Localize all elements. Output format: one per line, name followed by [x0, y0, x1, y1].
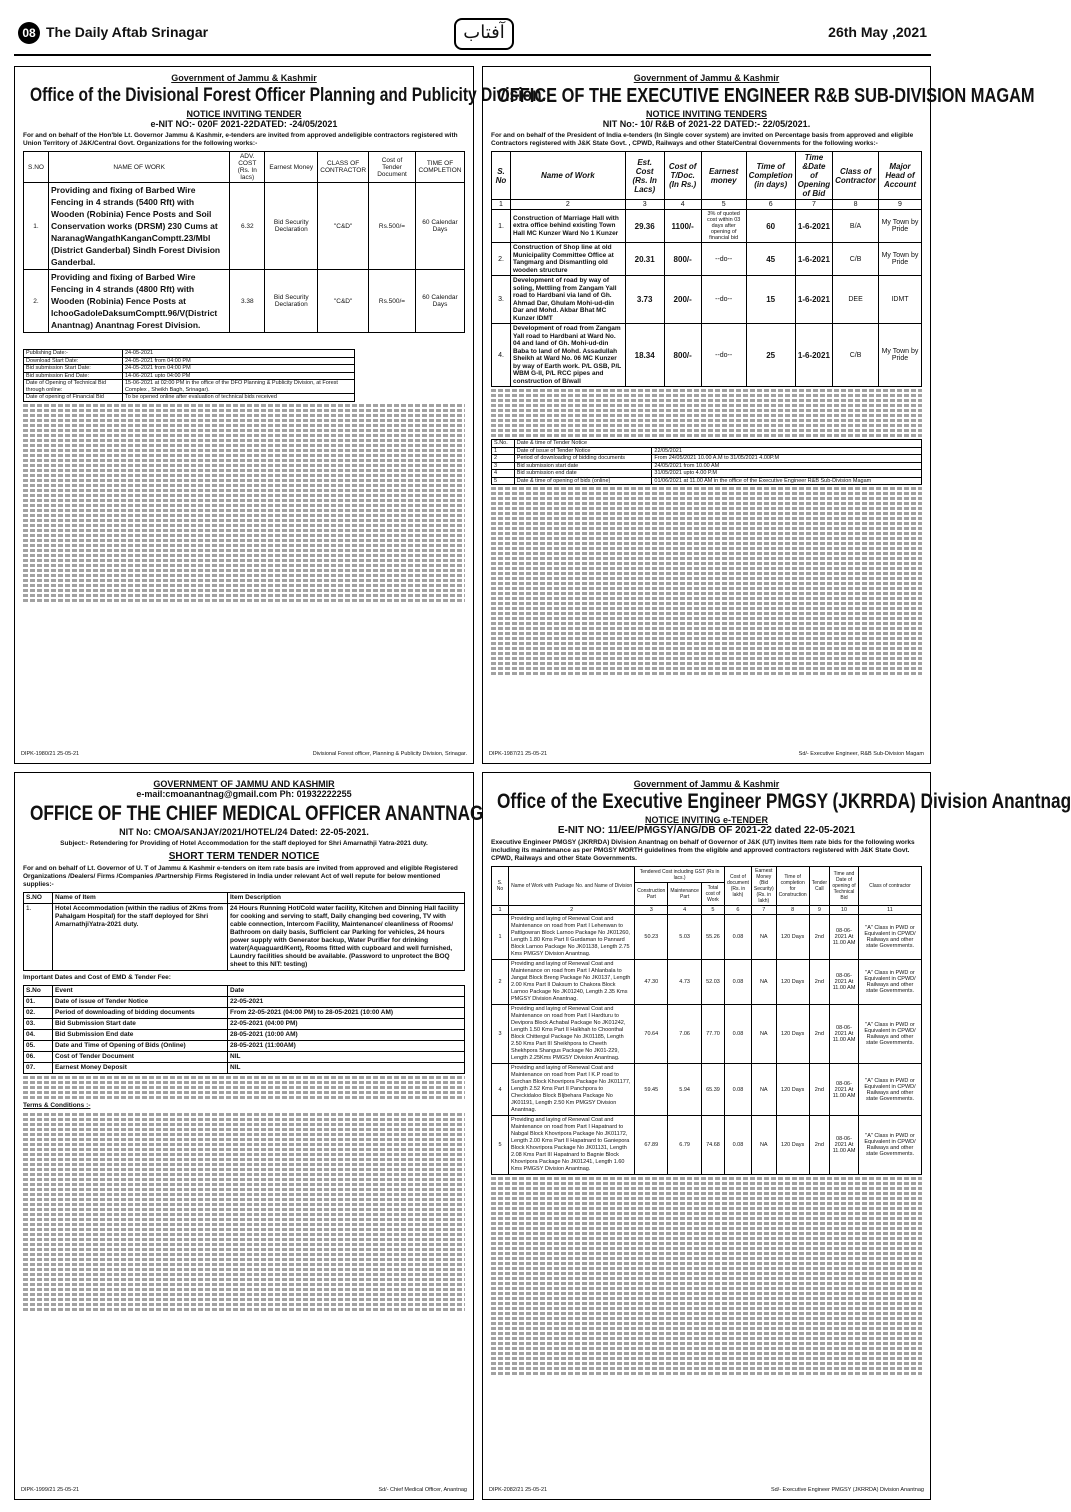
ad-cmo-anantnag — [14, 772, 484, 1500]
masthead — [14, 14, 931, 56]
ad1-signature: Divisional Forest officer, Planning & Publicity Division, Srinagar. — [312, 751, 467, 757]
event-name: Bid Submission End date — [53, 1030, 228, 1041]
cell-sno: 1. — [492, 210, 511, 243]
cell-sno: 3. — [492, 276, 511, 324]
col-header: ADV. COST (Rs. In lacs) — [230, 152, 265, 183]
cell-em: NA — [751, 915, 776, 960]
table-row — [492, 210, 922, 243]
col-header: NAME OF WORK — [49, 152, 230, 183]
cell-em: --do-- — [701, 276, 746, 324]
col-header: S. No — [492, 867, 509, 906]
cell-head: IDMT — [879, 276, 922, 324]
cell-open: 1-6-2021 — [795, 243, 832, 276]
ad4-notice: NOTICE INVITING e-TENDER — [644, 815, 768, 825]
cell-head: My Town by Pride — [879, 324, 922, 387]
table-row — [492, 276, 922, 324]
ad3-subject: Subject:- Retendering for Providing of Hotel Accommodation for the staff deployed for Shri Amarnathji Yatra-2021 duty. — [60, 840, 428, 847]
cell-maintenance: 5.94 — [668, 1064, 702, 1116]
ad3-dipk: DIPK-1999/21 25-05-21 — [21, 1487, 80, 1493]
sched-label: Date of issue of Tender Notice — [514, 447, 652, 455]
sched-value: 15-06-2021 at 02:00 PM in the office of the DFO Planning & Publicity Division, at Forest Complex , Sheikh Bagh, Srinagar). — [122, 380, 354, 394]
event-name: Cost of Tender Document — [53, 1052, 228, 1063]
event-no: 05. — [24, 1041, 53, 1052]
event-no: 04. — [24, 1030, 53, 1041]
col-header: TIME OF COMPLETION — [416, 152, 465, 183]
col-header: Cost of T/Doc. (In Rs.) — [664, 152, 701, 200]
cell-doc: 0.08 — [724, 915, 751, 960]
col-number: 11 — [859, 906, 922, 915]
ad3-email: e-mail:cmoanantnag@gmail.com Ph: 01932222255 — [136, 789, 352, 799]
table-row — [492, 243, 922, 276]
issue-date: 26th May ,2021 — [828, 24, 927, 40]
cell-open: 08-06-2021 At 11.00 AM — [830, 915, 859, 960]
cell-open: 08-06-2021 At 11.00 AM — [830, 1064, 859, 1116]
col-number: 10 — [830, 906, 859, 915]
aftab-logo-icon: آفتاب — [454, 18, 514, 50]
col-header: Time &Date of Opening of Bid — [795, 152, 832, 200]
col-number: 7 — [751, 906, 776, 915]
sched-no: S.No. — [492, 440, 515, 448]
col-header: Time of Completion (in days) — [746, 152, 795, 200]
col-header: S.No — [24, 986, 53, 997]
cell-class: "C&D" — [318, 183, 369, 270]
table-row — [492, 1005, 922, 1064]
ad4-intro: Executive Engineer PMGSY (JKRRDA) Division Anantnag on behalf of Governor of J&K (UT) invites Item rate bids for the following works including its maintenance as per PMGSY MORTH guidelines from the eligible and approved contractors registered with J&K State Govt. CPWD, Railways and other State Governments. — [491, 839, 915, 862]
ad2-signature: Sd/- Executive Engineer, R&B Sub-Division Magam — [798, 751, 924, 757]
ad2-conditions-text-2 — [491, 487, 922, 675]
cell-open: 1-6-2021 — [795, 324, 832, 387]
col-header: Item Description — [228, 893, 465, 904]
event-name: Date of issue of Tender Notice — [53, 997, 228, 1008]
ad4-dipk: DIPK-2082/21 25-05-21 — [489, 1487, 548, 1493]
ad-pmgsy-anantnag — [482, 772, 1071, 1500]
sched-value: To be opened online after evaluation of technical bids received — [122, 394, 354, 402]
col-header: Class of contractor — [859, 867, 922, 906]
event-date: 28-05-2021 (10:00 AM) — [228, 1030, 465, 1041]
cell-work: Construction of Marriage Hall with extra office behind existing Town Hall MC Kunzer Ward No 1 Kunzer — [511, 210, 626, 243]
cell-class: "A" Class in PWD or Equivalent in CPWD/ Railways and other state Governments. — [859, 1064, 922, 1116]
sched-label: Bid submission End Date: — [24, 372, 123, 380]
event-name: Date and Time of Opening of Bids (Online) — [53, 1041, 228, 1052]
cell-head: My Town by Pride — [879, 210, 922, 243]
cell-doc: 0.08 — [724, 1005, 751, 1064]
cell-call: 2nd — [809, 1005, 829, 1064]
sched-label: Download Start Date: — [24, 357, 123, 365]
col-header: CLASS OF CONTRACTOR — [318, 152, 369, 183]
ad4-signature: Sd/- Executive Engineer PMGSY (JKRRDA) Division Anantnag — [770, 1487, 924, 1493]
cell-em: NA — [751, 1005, 776, 1064]
sched-label: Date & time of Tender Notice — [514, 440, 921, 448]
cell-work: Providing and fixing of Barbed Wire Fencing in 4 strands (5400 Rft) with Wooden (Robinia) Fence Posts and Soil Conservation works (DRSM) 230 Cums at NaranagWangathKanganComptt.23/Mbl (District Ganderbal) Sindh Forest Division Ganderbal. — [49, 183, 230, 270]
ad4-nit: E-NIT NO: 11/EE/PMGSY/ANG/DB OF 2021-22 dated 22-05-2021 — [557, 825, 856, 836]
sched-value: 24/05/2021 from 10.00 AM — [652, 462, 922, 470]
ad2-title: OFFICE OF THE EXECUTIVE ENGINEER R&B SUB-DIVISION MAGAM — [496, 85, 1035, 107]
cell-work: Providing and laying of Renewal Coat and Maintenance on road from Part I Hapatnard to Nabgal Block Khovripora Package No JK01172, Length 2.00 Kms Part II Hapatnard to Ganiepora Block Khovripora Package No JK01131, Length 2.08 Kms Part III Hapatnard to Bagnie Block Khovripora Package No JK01241, Length 1.60 Kms PMGSY Division Anantnag. — [509, 1116, 635, 1175]
cell-work: Providing and laying of Renewal Coat and Maintenance on road from Part I Lehenwan to Pattigowran Block Larnoo Package No JK01260, Length 1.80 Kms Part II Gurdaman to Pannard Block Larnoo Package No JK01138, Length 2.75 Kms PMGSY Division Anantnag. — [509, 915, 635, 960]
cell-open: 1-6-2021 — [795, 276, 832, 324]
cell-class: "A" Class in PWD or Equivalent in CPWD/ Railways and other state Governments. — [859, 915, 922, 960]
cell-time: 120 Days — [776, 1116, 809, 1175]
col-number: 2 — [511, 200, 626, 210]
event-date: NIL — [228, 1063, 465, 1074]
table-row — [492, 960, 922, 1005]
cell-name: Hotel Accommodation (within the radius of 2Kms from Pahalgam Hospital) for the staff deployed for Shri AmarnathjiYatra-2021 duty. — [53, 904, 228, 971]
ad2-nit: NIT No:- 10/ R&B of 2021-22 DATED:- 22/05/2021. — [602, 119, 811, 129]
cell-doc: Rs.500/= — [369, 270, 416, 333]
cell-total: 55.26 — [701, 915, 724, 960]
cell-call: 2nd — [809, 915, 829, 960]
col-header: Time and Date of opening of Technical Bid — [830, 867, 859, 906]
ad2-dipk: DIPK-1987/21 25-05-21 — [489, 751, 548, 757]
sched-value: 01/06/2021 at 11.00 AM in the office of the Executive Engineer R&B Sub-Division Magam — [652, 477, 922, 485]
table-row — [492, 324, 922, 387]
col-number: 3 — [635, 906, 668, 915]
cell-sno: 4. — [492, 324, 511, 387]
cell-class: "C&D" — [318, 270, 369, 333]
ad1-nit: e-NIT NO:- 020F 2021-22DATED: -24/05/2021 — [150, 119, 338, 129]
col-header: Earnest money — [701, 152, 746, 200]
cell-cost: 18.34 — [625, 324, 664, 387]
cell-doc: 800/- — [664, 324, 701, 387]
col-header: Cost of document (Rs. in lakh) — [724, 867, 751, 906]
cell-em: 3% of quoted cost within 03 days after opening of financial bid — [701, 210, 746, 243]
cell-sno: 4 — [492, 1064, 509, 1116]
cell-cost: 29.36 — [625, 210, 664, 243]
col-header: Major Head of Account — [879, 152, 922, 200]
cell-time: 120 Days — [776, 1005, 809, 1064]
cell-class: "A" Class in PWD or Equivalent in CPWD/ Railways and other state Governments. — [859, 1116, 922, 1175]
cell-work: Providing and fixing of Barbed Wire Fencing in 4 strands (4800 Rft) with Wooden (Robinia) Fence Posts at IchooGadoleDaksumComptt.96/V(District Anantnag) Anantnag Forest Division. — [49, 270, 230, 333]
col-header: S.NO — [24, 893, 53, 904]
cell-class: "A" Class in PWD or Equivalent in CPWD/ Railways and other state Governments. — [859, 1005, 922, 1064]
col-header: Maintenance Part — [668, 883, 702, 906]
col-number: 6 — [724, 906, 751, 915]
col-group-header: Tendered Cost including GST (Rs in lacs.) — [635, 867, 725, 883]
cell-total: 65.39 — [701, 1064, 724, 1116]
cell-construction: 70.64 — [635, 1005, 668, 1064]
event-name: Earnest Money Deposit — [53, 1063, 228, 1074]
event-no: 03. — [24, 1019, 53, 1030]
col-number: 8 — [776, 906, 809, 915]
table-row — [492, 1064, 922, 1116]
ad3-government: GOVERNMENT OF JAMMU AND KASHMIR — [153, 779, 335, 789]
ad3-terms-title: Terms & Conditions :- — [23, 1102, 91, 1109]
cell-time: 45 — [746, 243, 795, 276]
ad1-conditions-text — [23, 404, 465, 602]
ad1-dipk: DIPK-1980/21 25-05-21 — [21, 751, 80, 757]
sched-no: 5 — [492, 477, 515, 485]
sched-label: Bid submission Start Date: — [24, 365, 123, 373]
ad4-government: Government of Jammu & Kashmir — [633, 779, 780, 789]
col-number: 1 — [492, 906, 509, 915]
cell-em: NA — [751, 960, 776, 1005]
col-number: 6 — [746, 200, 795, 210]
table-row — [24, 183, 465, 270]
event-name: Period of downloading of bidding documents — [53, 1008, 228, 1019]
sched-no: 4 — [492, 470, 515, 478]
sched-label: Date & time of opening of bids (online) — [514, 477, 652, 485]
cell-em: Bid Security Declaration — [265, 270, 318, 333]
cell-doc: 0.08 — [724, 960, 751, 1005]
cell-work: Providing and laying of Renewal Coat and Maintenance on road from Part I K.P road to Surchan Block Khovripora Package No JK01177, Length 2.52 Kms Part II Panchpora to Checkidaloo Block BIjbehara Package No JK01191, Length 2.50 Km PMGSY Division Anantnag. — [509, 1064, 635, 1116]
cell-desc: 24 Hours Running Hot/Cold water facility, Kitchen and Dinning Hall facility for cooking and serving to staff, Daily changing bed covering, TV with cable connection, Intercom Facility, Maintenance/ cleanliness of Rooms/ Bathroom on daily basis, Sufficient car Parking for vehicles, 24 hours power supply with Generator backup, Water Purifier for drinking water(Aquaguard/Kent), Rooms fitted with cupboard and well furnished, Laundry facilities should be available. (Password to unprotect the BOQ sheet to this NIT: testing) — [228, 904, 465, 971]
sched-no: 3 — [492, 462, 515, 470]
ad3-nit: NIT No: CMOA/SANJAY/2021/HOTEL/24 Dated: 22-05-2021. — [119, 827, 369, 837]
col-number: 7 — [795, 200, 832, 210]
col-header: Event — [53, 986, 228, 997]
col-header: Time of completion for Construction — [776, 867, 809, 906]
event-no: 07. — [24, 1063, 53, 1074]
cell-em: NA — [751, 1064, 776, 1116]
cell-call: 2nd — [809, 1064, 829, 1116]
table-row — [24, 904, 465, 971]
event-no: 01. — [24, 997, 53, 1008]
cell-cost: 6.32 — [230, 183, 265, 270]
cell-maintenance: 5.03 — [668, 915, 702, 960]
table-row — [492, 1116, 922, 1175]
cell-time: 120 Days — [776, 960, 809, 1005]
cell-class: DEE — [833, 276, 879, 324]
cell-open: 08-06-2021 At 11.00 AM — [830, 1005, 859, 1064]
ad3-notice: SHORT TERM TENDER NOTICE — [168, 851, 320, 862]
col-number: 2 — [509, 906, 635, 915]
cell-work: Providing and laying of Renewal Coat and Maintenance on road from Part I Ahlanbala to Jangat Block Breng Package No JK0137, Length 2.00 Kms Part II Daksum to Chakora Block Larnoo Package No JK01240, Length 2.35 Kms PMGSY Division Anantnag. — [509, 960, 635, 1005]
ad2-schedule-table — [491, 439, 922, 485]
ad2-works-table — [491, 151, 922, 387]
ad2-notice: NOTICE INVITING TENDERS — [645, 109, 767, 119]
ad1-intro: For and on behalf of the Hon'ble Lt. Governor Jammu & Kashmir, e-tenders are invited from approved andeligible contractors registered with Union Territory of J&K/Central Govt. Organizations for the following works:- — [23, 132, 458, 147]
cell-class: C/B — [833, 324, 879, 387]
cell-maintenance: 4.73 — [668, 960, 702, 1005]
cell-construction: 50.23 — [635, 915, 668, 960]
cell-time: 15 — [746, 276, 795, 324]
col-header: Date — [228, 986, 465, 997]
cell-sno: 1. — [24, 183, 49, 270]
col-header: S.NO — [24, 152, 49, 183]
cell-construction: 47.30 — [635, 960, 668, 1005]
sched-no: 2 — [492, 455, 515, 463]
cell-sno: 2 — [492, 960, 509, 1005]
ad3-dates-title: Important Dates and Cost of EMD & Tender Fee: — [23, 974, 171, 981]
table-row — [24, 270, 465, 333]
cell-work: Development of road from Zangam Yall road to Hardbani at Ward No. 04 and land of Gh. Mohi-ud-din Baba to land of Mohd. Assadullah Sheikh at Ward No. 06 MC Kunzer by way of Earth work. P/L GSB, P/L WBM G-II, P/L RCC pipes and construction of B/wall — [511, 324, 626, 387]
sched-label: Bid submission end date — [514, 470, 652, 478]
sched-value: 24-05-2021 from 04:00 PM — [122, 357, 354, 365]
col-header: Tender Call — [809, 867, 829, 906]
event-date: From 22-05-2021 (04:00 PM) to 28-05-2021 (10:00 AM) — [228, 1008, 465, 1019]
cell-class: "A" Class in PWD or Equivalent in CPWD/ Railways and other state Governments. — [859, 960, 922, 1005]
sched-label: Publishing Date:- — [24, 350, 123, 358]
cell-open: 1-6-2021 — [795, 210, 832, 243]
sched-value: 14-06-2021 upto 04:00 PM — [122, 372, 354, 380]
ad2-conditions-text — [491, 389, 922, 437]
page-number: 08 — [18, 22, 40, 44]
ad1-title: Office of the Divisional Forest Officer Planning and Publicity Division. — [29, 85, 546, 106]
sched-no: 1 — [492, 447, 515, 455]
sched-value: 24-05-2021 — [122, 350, 354, 358]
col-header: S. No — [492, 152, 511, 200]
cell-doc: 0.08 — [724, 1116, 751, 1175]
cell-sno: 1. — [24, 904, 53, 971]
cell-maintenance: 6.79 — [668, 1116, 702, 1175]
sched-label: Date of opening of Financial Bid — [24, 394, 123, 402]
cell-doc: Rs.500/= — [369, 183, 416, 270]
cell-time: 25 — [746, 324, 795, 387]
cell-sno: 3 — [492, 1005, 509, 1064]
cell-call: 2nd — [809, 1116, 829, 1175]
col-number: 5 — [701, 906, 724, 915]
cell-sno: 2. — [24, 270, 49, 333]
cell-cost: 3.73 — [625, 276, 664, 324]
col-header: Name of Work with Package No. and Name of Division — [509, 867, 635, 906]
cell-open: 08-06-2021 At 11.00 AM — [830, 960, 859, 1005]
event-date: 22-05-2021 — [228, 997, 465, 1008]
col-header: Construction Part — [635, 883, 668, 906]
cell-sno: 1 — [492, 915, 509, 960]
event-no: 06. — [24, 1052, 53, 1063]
cell-doc: 0.08 — [724, 1064, 751, 1116]
cell-work: Providing and laying of Renewal Coat and Maintenance on road from Part I Hardturu to Devipora Block Achabal Package No JK01242, Length 1.50 Kms Part II Halkhah to Choonthal Block Chittergul Package No JK01185, Length 2.50 Kms Part III Sheikhpora to Cheeth Shekhpora Shangus Package No JK01-229, Length 2.25Kms PMGSY Division Anantnag. — [509, 1005, 635, 1064]
cell-call: 2nd — [809, 960, 829, 1005]
sched-value: From 24/05/2021 10.00 A.M to 31/05/2021 4.00P.M — [652, 455, 922, 463]
cell-time: 120 Days — [776, 915, 809, 960]
ad3-item-table — [23, 892, 465, 971]
col-header: Earnest Money — [265, 152, 318, 183]
ad1-notice: NOTICE INVITING TENDER — [186, 109, 302, 119]
cell-sno: 2. — [492, 243, 511, 276]
cell-construction: 67.89 — [635, 1116, 668, 1175]
cell-em: NA — [751, 1116, 776, 1175]
event-date: NIL — [228, 1052, 465, 1063]
ad-rb-magam — [482, 66, 1035, 764]
ad2-intro: For and on behalf of the President of India e-tenders (In Single cover system) are invited on Percentage basis from approved and eligible Contractors registered with J&K State Govt. , CPWD, Railways and other State/Central Governments for the following works:- — [491, 132, 914, 147]
newspaper-name: The Daily Aftab Srinagar — [46, 24, 209, 40]
ad4-conditions-text — [491, 1177, 922, 1375]
ad3-signature: Sd/- Chief Medical Officer, Anantnag — [378, 1487, 467, 1493]
ad3-terms-text — [23, 1113, 465, 1311]
ad3-body-text — [23, 1076, 465, 1099]
col-header: Class of Contractor — [833, 152, 879, 200]
cell-construction: 59.45 — [635, 1064, 668, 1116]
cell-open: 08-06-2021 At 11.00 AM — [830, 1116, 859, 1175]
col-number: 4 — [668, 906, 702, 915]
col-header: Name of Item — [53, 893, 228, 904]
cell-class: C/B — [833, 243, 879, 276]
event-date: 22-05-2021 (04:00 PM) — [228, 1019, 465, 1030]
cell-doc: 800/- — [664, 243, 701, 276]
cell-work: Development of road by way of soling, Mettling from Zangam Yall road to Hardbani via land of Gh. Ahmad Dar, Ghulam Mohi-ud-din Dar and Mohd. Akbar Bhat MC Kunzer IDMT — [511, 276, 626, 324]
ad1-schedule-table — [23, 349, 355, 402]
sched-label: Bid submission start date — [514, 462, 652, 470]
ad3-intro: For and on behalf of Lt. Governor of U. T of Jammu & Kashmir e-tenders on item rate basis are invited from approved and eligible Registered Organizations /Dealers/ Firms /Companies /Partnership Firms Registered in India under relevant Act of well repute for below mentioned supplies:- — [23, 865, 458, 888]
cell-doc: 200/- — [664, 276, 701, 324]
cell-total: 74.68 — [701, 1116, 724, 1175]
col-header: Est. Cost (Rs. In Lacs) — [625, 152, 664, 200]
cell-cost: 20.31 — [625, 243, 664, 276]
cell-em: --do-- — [701, 243, 746, 276]
ad1-government: Government of Jammu & Kashmir — [171, 73, 317, 83]
col-header: Total cost of Work — [701, 883, 724, 906]
col-number: 9 — [879, 200, 922, 210]
cell-maintenance: 7.06 — [668, 1005, 702, 1064]
col-number: 1 — [492, 200, 511, 210]
col-header: Earnest Money (Bid Security) (Rs. in lakh) — [751, 867, 776, 906]
sched-value: 22/05/2021 — [652, 447, 922, 455]
event-date: 28-05-2021 (11:00AM) — [228, 1041, 465, 1052]
cell-em: Bid Security Declaration — [265, 183, 318, 270]
cell-total: 52.03 — [701, 960, 724, 1005]
cell-total: 77.70 — [701, 1005, 724, 1064]
event-name: Bid Submission Start date — [53, 1019, 228, 1030]
ad1-works-table — [23, 151, 465, 333]
col-number: 4 — [664, 200, 701, 210]
cell-sno: 5 — [492, 1116, 509, 1175]
event-no: 02. — [24, 1008, 53, 1019]
ad2-government: Government of Jammu & Kashmir — [633, 73, 780, 83]
col-number: 5 — [701, 200, 746, 210]
cell-time: 60 Calendar Days — [416, 183, 465, 270]
sched-value: 24-05-2021 from 04:00 PM — [122, 365, 354, 373]
ad3-dates-table — [23, 985, 465, 1074]
col-number: 8 — [833, 200, 879, 210]
ad4-works-table — [491, 866, 922, 1175]
cell-time: 120 Days — [776, 1064, 809, 1116]
cell-em: --do-- — [701, 324, 746, 387]
cell-doc: 1100/- — [664, 210, 701, 243]
col-header: Name of Work — [511, 152, 626, 200]
sched-label: Date of Opening of Technical Bid through online: — [24, 380, 123, 394]
cell-time: 60 — [746, 210, 795, 243]
col-number: 9 — [809, 906, 829, 915]
cell-cost: 3.38 — [230, 270, 265, 333]
sched-value: 31/05/2021 upto 4.00 P.M — [652, 470, 922, 478]
ad4-title: Office of the Executive Engineer PMGSY (JKRRDA) Division Anantnag — [496, 790, 1071, 813]
col-header: Cost of Tender Document — [369, 152, 416, 183]
cell-time: 60 Calendar Days — [416, 270, 465, 333]
col-number: 3 — [625, 200, 664, 210]
ad3-title: OFFICE OF THE CHIEF MEDICAL OFFICER ANANTNAG — [29, 802, 484, 825]
cell-class: B/A — [833, 210, 879, 243]
cell-work: Construction of Shop line at old Municipality Committee Office at Tangmarg and Dismantling old wooden structure — [511, 243, 626, 276]
cell-head: My Town by Pride — [879, 243, 922, 276]
sched-label: Period of downloading of bidding documents — [514, 455, 652, 463]
table-row — [492, 915, 922, 960]
